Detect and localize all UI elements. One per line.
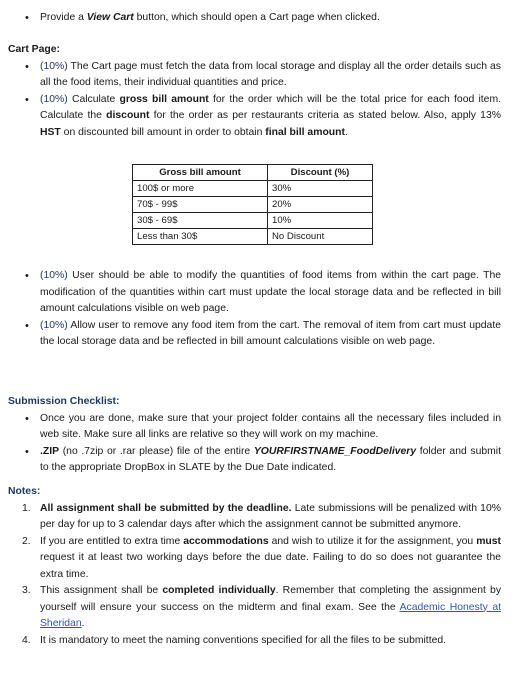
cart-item-fetch: • (10%) The Cart page must fetch the data from local storage and display all the order details such as all the food items, their individual quantities and price. <box>0 59 515 92</box>
notes-section <box>0 484 515 649</box>
table-cell: 30% <box>268 181 373 197</box>
cart-item-bill: • (10%) Calculate gross bill amount for the order which will be the total price for each food item. Calculate the discount for the order as per restaurants criteria as stated below. Also, apply 13% HST on discounted bill amount in order to obtain final bill amount. <box>0 92 515 142</box>
notes-heading: Notes: <box>8 486 41 497</box>
cart-page-section <box>0 42 515 141</box>
column-header-gross: Gross bill amount <box>133 165 268 181</box>
table-cell: 10% <box>268 213 373 229</box>
table-cell: 70$ - 99$ <box>133 197 268 213</box>
table-cell: 30$ - 69$ <box>133 213 268 229</box>
checklist-heading: Submission Checklist: <box>8 396 120 407</box>
view-cart-requirement: • Provide a View Cart button, which should open a Cart page when clicked. <box>0 10 515 27</box>
notes-list <box>0 501 515 650</box>
table-row <box>133 213 373 229</box>
table-row <box>133 197 373 213</box>
cart-page-heading: Cart Page: <box>8 44 60 55</box>
submission-checklist-section <box>0 394 515 477</box>
academic-honesty-link[interactable]: Academic Honesty at Sheridan <box>40 601 501 629</box>
column-header-discount: Discount (%) <box>268 165 373 181</box>
table-row <box>133 181 373 197</box>
checklist-item-files: • Once you are done, make sure that your project folder contains all the necessary files included in web site. Make sure all links are relative so they will work on my machine. <box>0 411 515 444</box>
note-accommodations: 2. If you are entitled to extra time accommodations and wish to utilize it for the assignment, you must request it at least two working days before the due date. Failing to do so does not guarantee the extra time. <box>22 535 502 580</box>
discount-table <box>132 164 373 245</box>
table-cell: 20% <box>268 197 373 213</box>
checklist-list <box>0 411 515 477</box>
top-bullet-list <box>0 10 515 27</box>
note-naming: 4. It is mandatory to meet the naming conventions specified for all the files to be submitted. <box>22 634 447 646</box>
note-individual: 3. This assignment shall be completed individually. Remember that completing the assignment by yourself will ensure your success on the midterm and final exam. See the Academic Honesty at Sheridan. <box>22 585 502 629</box>
table-cell: Less than 30$ <box>133 229 268 245</box>
table-header-row <box>133 165 373 181</box>
cart-page-list <box>0 59 515 142</box>
checklist-item-zip: • .ZIP (no .7zip or .rar please) file of the entire YOURFIRSTNAME_FoodDelivery folder and submit to the appropriate DropBox in SLATE by the Due Date indicated. <box>0 444 515 477</box>
table-cell: 100$ or more <box>133 181 268 197</box>
table-cell: No Discount <box>268 229 373 245</box>
table-row <box>133 229 373 245</box>
cart-page-list-continued <box>0 268 515 351</box>
discount-table-wrap <box>0 164 515 245</box>
cart-item-remove: • (10%) Allow user to remove any food item from the cart. The removal of item from cart must update the local storage data and be reflected in bill amount calculations visible on web page. <box>0 318 515 351</box>
note-deadline: 1. All assignment shall be submitted by the deadline. Late submissions will be penalized with 10% per day for up to 3 calendar days after which the assignment cannot be submitted anymore. <box>22 502 501 530</box>
cart-item-modify: • (10%) User should be able to modify the quantities of food items from within the cart page. The modification of the quantities within cart must update the local storage data and be reflected in bill amount calculations visible on web page. <box>0 268 515 318</box>
